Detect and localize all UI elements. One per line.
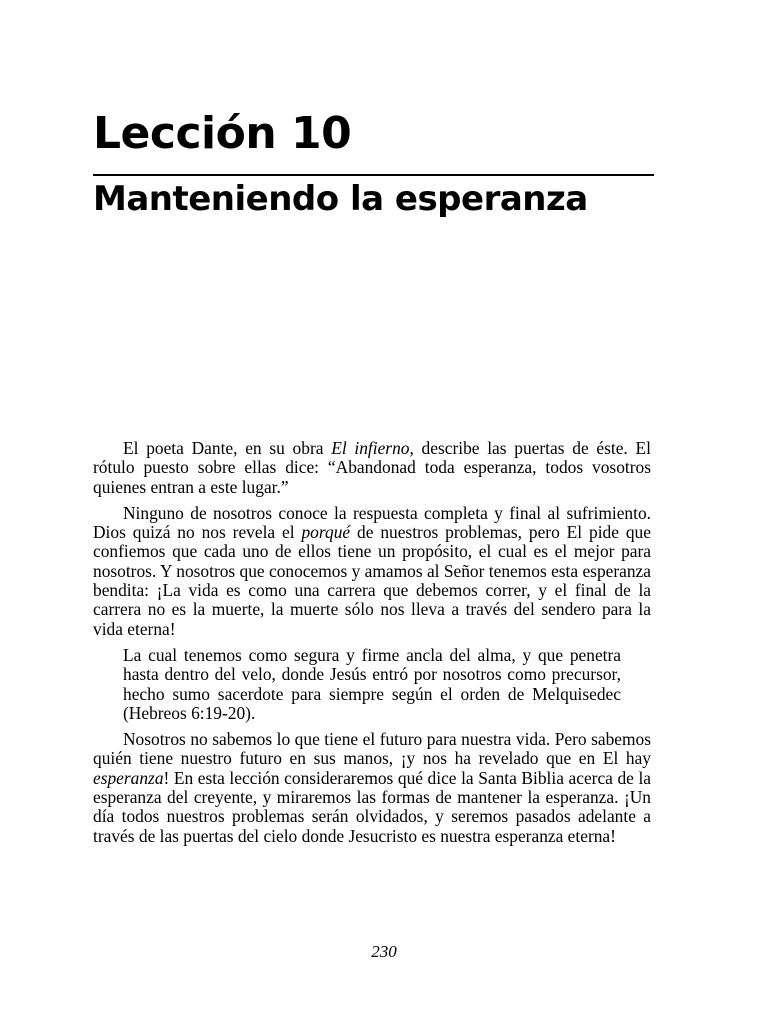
lesson-number: Lección 10 xyxy=(93,108,352,159)
paragraph-text: El poeta Dante, en su obra xyxy=(123,438,332,458)
paragraph-text: describe las puertas de éste. El rótulo puesto sobre ellas dice: “Abandonad toda esperanza, todos vosotros quienes entran a este lugar.” xyxy=(93,438,651,497)
lesson-title: Manteniendo la esperanza xyxy=(93,179,588,219)
paragraph-text: Ninguno de nosotros conoce la respuesta completa y final al sufrimiento. Dios quizá no nos revela el xyxy=(93,502,651,543)
page-number: 230 xyxy=(371,942,397,961)
paragraph-text: de nuestros problemas, pero El pide que confiemos que cada uno de ellos tiene un propósito, el cual es el mejor para nosotros. Y nosotros que conocemos y amamos al Señor tenemos esta esperanza bendita: ¡La vida es como una carrera que debemos correr, y el final de la carrera no es la muerte, la muerte sólo nos lleva a través del sendero para la vida eterna! xyxy=(93,522,651,639)
emphasis: esperanza xyxy=(93,767,164,788)
paragraph-intro xyxy=(93,439,651,497)
work-title: El infierno, xyxy=(331,438,414,458)
paragraph-text: Nosotros no sabemos lo que tiene el futuro para nuestra vida. Pero sabemos quién tiene nuestro futuro en sus manos, ¡y nos ha revelado que en El hay xyxy=(93,729,651,769)
paragraph-future xyxy=(93,730,651,846)
lesson-body xyxy=(93,439,651,853)
paragraph-suffering xyxy=(93,504,651,639)
paragraph-text: ! En esta lección consideraremos qué dice la Santa Biblia acerca de la esperanza del creyente, y miraremos las formas de mantener la esperanza. ¡Un día todos nuestros problemas serán olvidados, y seremos pasados adelante a través de las puertas del cielo donde Jesucristo es nuestra esperanza eterna! xyxy=(93,767,651,846)
emphasis: porqué xyxy=(301,522,351,543)
scripture-quote: La cual tenemos como segura y firme ancla del alma, y que penetra hasta dentro del velo, donde Jesús entró por nosotros como precursor, hecho sumo sacerdote para siempre según el orden de Melquisedec (Hebreos 6:19-20). xyxy=(123,644,621,723)
